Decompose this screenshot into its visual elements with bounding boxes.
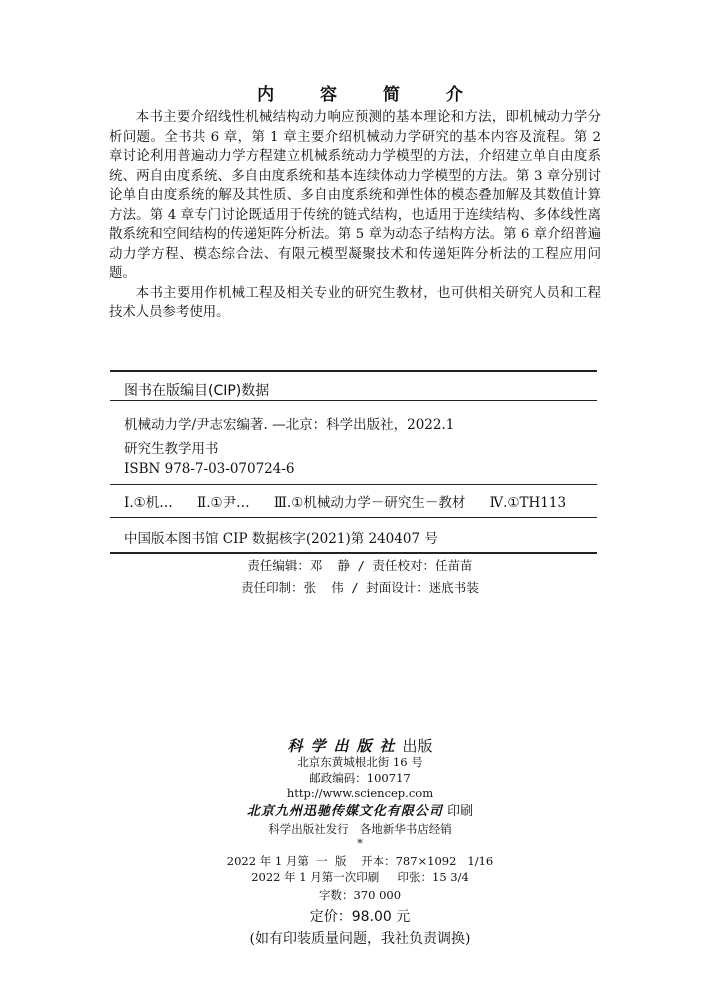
separator-asterisk: * [357, 836, 363, 850]
cip-title: 图书在版编目(CIP)数据 [124, 383, 270, 399]
publisher-url: http://www.sciencep.com [286, 786, 434, 800]
publisher-suffix: 出版 [402, 737, 433, 755]
cip-class-3: Ⅲ.①机械动力学－研究生－教材 [273, 495, 466, 511]
cip-top-rule [110, 370, 597, 372]
content-summary [109, 108, 601, 323]
printer-suffix: 印刷 [447, 804, 474, 819]
printer-name: 北京九州迅驰传媒文化有限公司 [246, 804, 443, 819]
cip-isbn: ISBN 978-7-03-070724-6 [124, 461, 295, 477]
editor-credits: 责任编辑：邓 静 / 责任校对：任苗苗 [247, 558, 473, 573]
word-count: 字数：370 000 [318, 888, 402, 902]
content-summary-heading: 内 容 简 介 [257, 85, 483, 105]
cip-series: 研究生教学用书 [124, 441, 219, 457]
cip-class-rule [110, 517, 597, 518]
distribution-line: 科学出版社发行 各地新华书店经销 [268, 822, 452, 836]
summary-paragraph-2: 本书主要用作机械工程及相关专业的研究生教材，也可供相关研究人员和工程技术人员参考使用。 [109, 285, 601, 320]
cip-classification [124, 491, 586, 511]
summary-paragraph-1: 本书主要介绍线性机械结构动力响应预测的基本理论和方法，即机械动力学分析问题。全书共 6 章，第 1 章主要介绍机械动力学研究的基本内容及流程。第 2 章讨论利用普遍动力学方程建立机械系统动力学模型的方法，介绍建立单自由度系统、两自由度系统、多自由度系统和基本连续体动力学模型的方法。第 3 章分别讨论单自由度系统的解及其性质、多自由度系统和弹性体的模态叠加解及其数值计算方法。第 4 章专门讨论既适用于传统的链式结构，也适用于连续结构、多体线性离散系统和空间结构的传递矩阵分析法。第 5 章为动态子结构方法。第 6 章介绍普遍动力学方程、模态综合法、有限元模型凝聚技术和传递矩阵分析法的工程应用问题。 [109, 110, 601, 281]
cip-class-4: Ⅳ.①TH113 [489, 495, 567, 511]
print-line: 2022 年 1 月第一次印刷 印张：15 3/4 [251, 870, 469, 884]
cip-title-rule [110, 400, 597, 401]
cip-isbn-rule [110, 484, 597, 485]
cip-bottom-rule [110, 552, 597, 554]
publisher-address: 北京东黄城根北街 16 号 [297, 755, 423, 769]
printer-line [0, 800, 720, 819]
cip-class-1: Ⅰ.①机… [124, 495, 173, 511]
quality-note: (如有印装质量问题，我社负责调换) [249, 931, 471, 947]
edition-line: 2022 年 1 月第 一 版 开本：787×1092 1/16 [226, 854, 494, 868]
publisher-postcode: 邮政编码：100717 [309, 771, 411, 785]
publisher-line [0, 735, 720, 756]
cip-record: 机械动力学/尹志宏编著. —北京：科学出版社，2022.1 [124, 417, 455, 433]
production-credits: 责任印制：张 伟 / 封面设计：迷底书装 [241, 580, 479, 595]
price: 定价：98.00 元 [309, 909, 411, 925]
publisher-name: 科学出版社 [287, 737, 403, 755]
cip-class-2: Ⅱ.①尹… [197, 495, 250, 511]
cip-number: 中国版本图书馆 CIP 数据核字(2021)第 240407 号 [124, 531, 438, 547]
